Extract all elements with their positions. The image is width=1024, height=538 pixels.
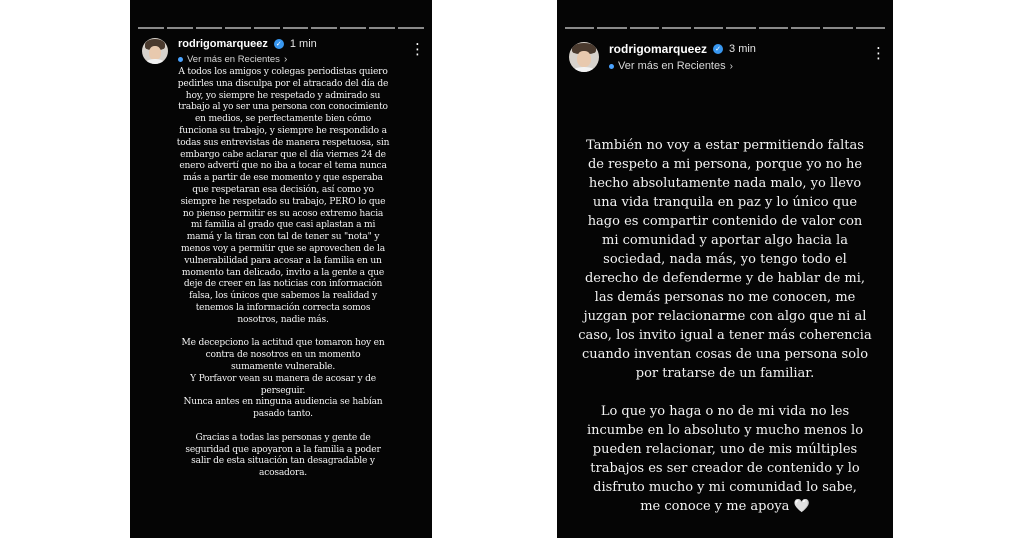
progress-segment bbox=[167, 27, 193, 29]
progress-segment bbox=[759, 27, 788, 29]
chevron-right-icon: › bbox=[729, 60, 733, 72]
more-options-icon[interactable]: ⋮ bbox=[410, 40, 425, 58]
recent-dot-icon bbox=[178, 57, 183, 62]
story-header bbox=[142, 38, 424, 65]
progress-segment bbox=[662, 27, 691, 29]
story-meta bbox=[609, 42, 871, 72]
username[interactable]: rodrigomarqueez bbox=[609, 42, 708, 56]
recent-link-label: Ver más en Recientes bbox=[618, 60, 726, 72]
more-options-icon[interactable]: ⋮ bbox=[871, 44, 886, 62]
avatar[interactable] bbox=[569, 42, 599, 72]
progress-segment bbox=[726, 27, 755, 29]
progress-segment bbox=[597, 27, 626, 29]
story-panel-left[interactable] bbox=[130, 0, 432, 538]
progress-segment bbox=[196, 27, 222, 29]
progress-segment bbox=[565, 27, 594, 29]
recent-link[interactable] bbox=[609, 60, 871, 72]
progress-segment bbox=[254, 27, 280, 29]
progress-segment bbox=[791, 27, 820, 29]
avatar[interactable] bbox=[142, 38, 168, 64]
story-panel-right[interactable] bbox=[557, 0, 893, 538]
story-text: También no voy a estar permitiendo faltas de respeto a mi persona, porque yo no he hecho absolutamente nada malo, yo llevo una vida tranquila en paz y lo único que hago es compartir contenido de valor con mi comunidad y aportar algo hacia la sociedad, nada más, yo tengo todo el derecho de defenderme y de hablar de mi, las demás personas no me conocen, me juzgan por relacionarme con algo que ni al caso, los invito igual a tener más coherencia cuando inventan cosas de una persona solo por tratarse de un familiar. Lo que yo haga o no de mi vida no les incumbe en lo absoluto y mucho menos lo pueden relacionar, uno de mis múltiples trabajos es ser creador de contenido y lo disfruto mucho y mi comunidad lo sabe, me conoce y me apoya 🤍 bbox=[578, 138, 872, 514]
progress-segment bbox=[694, 27, 723, 29]
story-text: A todos los amigos y colegas periodistas quiero pedirles una disculpa por el atracado del día de hoy, yo siempre he respetado y admirado su trabajo al yo ser una persona con conocimiento en medios, se perfectamente bien cómo funciona su trabajo, y siempre he respondido a todas sus entrevistas de manera respetuosa, sin embargo cabe aclarar que el día viernes 24 de enero advertí que no iba a tocar el tema nunca más a partir de ese momento y que esperaba que respetaran esa decisión, así como yo siempre he respetado su trabajo, PERO lo que no pienso permitir es su acoso extremo hacia mi familia al grado que casi aplastan a mi mamá y la tiran con tal de tener su "nota" y menos voy a permitir que se aprovechen de la vulnerabilidad para acosar a la familia en un momento tan delicado, invito a la gente a que deje de creer en las noticias con información falsa, los únicos que sabemos la realidad y tenemos la información correcta somos nosotros, nadie más. Me decepciono la actitud que tomaron hoy en contra de nosotros en un momento sumamente vulnerable. Y Porfavor vean su manera de acosar y de perseguir. Nunca antes en ninguna audiencia se habían pasado tanto. Gracias a todas las personas y gente de seguridad que apoyaron a la familia a poder salir de esta situación tan desagradable y acosadora. bbox=[176, 67, 390, 479]
story-meta bbox=[178, 38, 410, 65]
recent-link-label: Ver más en Recientes bbox=[187, 54, 280, 65]
verified-badge-icon: ✓ bbox=[713, 44, 723, 54]
progress-segment bbox=[138, 27, 164, 29]
progress-segment bbox=[340, 27, 366, 29]
story-progress-bar bbox=[565, 27, 885, 29]
progress-segment bbox=[225, 27, 251, 29]
progress-segment bbox=[398, 27, 424, 29]
recent-link[interactable] bbox=[178, 54, 410, 65]
username[interactable]: rodrigomarqueez bbox=[178, 38, 268, 50]
progress-segment bbox=[856, 27, 885, 29]
progress-segment bbox=[630, 27, 659, 29]
progress-segment bbox=[369, 27, 395, 29]
chevron-right-icon: › bbox=[283, 54, 288, 65]
story-header bbox=[569, 42, 885, 72]
story-progress-bar bbox=[138, 27, 424, 29]
progress-segment bbox=[311, 27, 337, 29]
recent-dot-icon bbox=[609, 64, 614, 69]
progress-segment bbox=[823, 27, 852, 29]
post-time: 3 min bbox=[729, 43, 756, 55]
verified-badge-icon: ✓ bbox=[274, 39, 284, 49]
post-time: 1 min bbox=[289, 38, 317, 50]
progress-segment bbox=[283, 27, 309, 29]
